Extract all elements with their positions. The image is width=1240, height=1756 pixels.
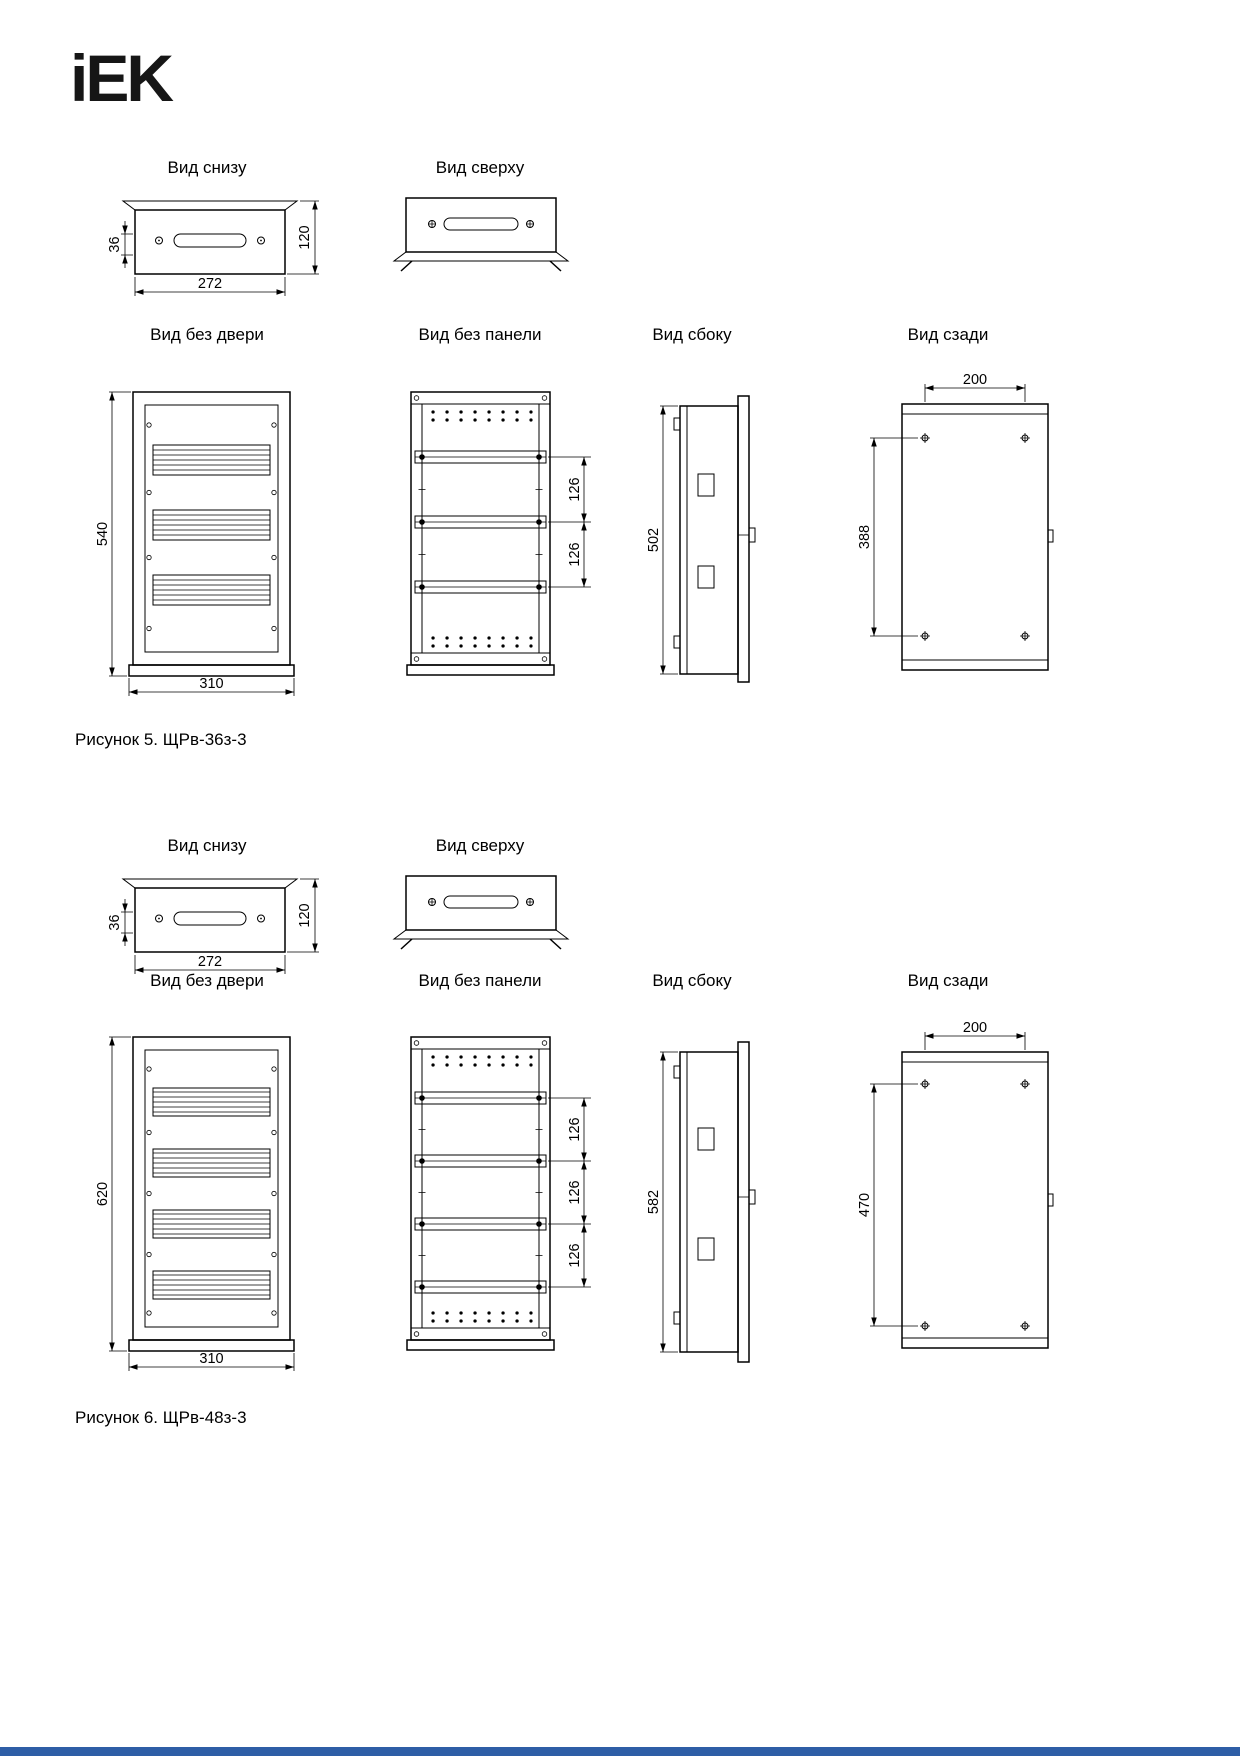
fig5-rear-view-drawing xyxy=(852,372,1057,678)
dimension-620 xyxy=(95,1037,131,1351)
dimension-200 xyxy=(925,1020,1025,1050)
dim-label-470: 470 xyxy=(857,1192,873,1218)
dimension-rail-spacing-3 xyxy=(548,1224,591,1287)
dimension-36 xyxy=(107,221,133,268)
dim-label-126-2: 126 xyxy=(567,1180,583,1205)
dim-label-126-1: 126 xyxy=(567,477,583,502)
dim-label-620: 620 xyxy=(95,1181,111,1207)
frame-outline xyxy=(407,1037,554,1350)
dim-label-126-2: 126 xyxy=(567,542,583,567)
fig5-panel-view-drawing xyxy=(395,385,605,700)
fig5-title-top-view: Вид сверху xyxy=(435,158,525,177)
perforation-holes xyxy=(433,412,531,646)
fig6-side-view-drawing xyxy=(646,1036,770,1366)
rail-brackets xyxy=(698,474,714,588)
mounting-screws xyxy=(920,433,1030,641)
dim-label-36: 36 xyxy=(107,914,123,931)
fig6-title-side-view: Вид сбоку xyxy=(652,971,732,990)
dimension-rail-spacing-2 xyxy=(548,522,591,587)
dim-label-272: 272 xyxy=(197,954,223,970)
fig5-title-bottom-view: Вид снизу xyxy=(167,158,247,177)
cabinet-bottom-outline xyxy=(123,879,297,952)
rail-brackets xyxy=(698,1128,714,1260)
mounting-lugs xyxy=(674,418,680,648)
dimension-200 xyxy=(925,372,1025,402)
fig5-title-front-view: Вид без двери xyxy=(150,325,264,344)
rear-outline xyxy=(902,1052,1048,1348)
figure-5-caption: Рисунок 5. ЩРв-36з-3 xyxy=(75,730,247,749)
fig5-title-rear-view: Вид сзади xyxy=(907,325,989,344)
dimension-540 xyxy=(95,392,131,676)
side-screw-holes xyxy=(147,1067,276,1315)
fig6-title-front-view: Вид без двери xyxy=(150,971,264,990)
dimension-388 xyxy=(857,438,918,636)
din-rails xyxy=(415,1092,546,1293)
side-screw-holes xyxy=(147,423,276,631)
dimension-502 xyxy=(646,406,678,674)
dimension-470 xyxy=(857,1084,918,1326)
footer-accent-bar xyxy=(0,1747,1240,1756)
fig5-title-side-view: Вид сбоку xyxy=(652,325,732,344)
dimension-36 xyxy=(107,899,133,946)
dim-label-200: 200 xyxy=(962,372,988,388)
cabinet-front-outline xyxy=(129,1037,294,1351)
fig5-front-view-drawing xyxy=(95,385,325,700)
dimension-272 xyxy=(135,276,285,296)
dimension-120 xyxy=(287,201,319,274)
cabinet-bottom-outline xyxy=(123,201,297,274)
rear-outline xyxy=(902,404,1048,670)
dim-label-200: 200 xyxy=(962,1020,988,1036)
iek-logo: iEK xyxy=(70,41,172,115)
fig5-bottom-view-drawing xyxy=(95,188,325,308)
mounting-cross-marks xyxy=(419,1126,543,1259)
cabinet-front-outline xyxy=(129,392,294,676)
dim-label-310: 310 xyxy=(199,676,224,692)
dim-label-582: 582 xyxy=(646,1189,662,1215)
dimension-120 xyxy=(287,879,319,952)
fig6-title-bottom-view: Вид снизу xyxy=(167,836,247,855)
fig6-title-rear-view: Вид сзади xyxy=(907,971,989,990)
fig6-bottom-view-drawing xyxy=(95,866,325,986)
dim-label-36: 36 xyxy=(107,236,123,253)
fig5-title-panel-view: Вид без панели xyxy=(418,325,542,344)
din-rail-rows xyxy=(153,1088,270,1299)
dim-label-310: 310 xyxy=(199,1351,224,1367)
dimension-rail-spacing-1 xyxy=(548,1098,591,1161)
dim-label-540: 540 xyxy=(95,521,111,547)
door-latch xyxy=(738,1190,755,1204)
dimension-rail-spacing-2 xyxy=(548,1161,591,1224)
dim-label-126-3: 126 xyxy=(567,1243,583,1268)
mounting-screws xyxy=(920,1079,1030,1331)
din-rail-rows xyxy=(153,445,270,605)
side-outline xyxy=(680,396,749,682)
door-latch xyxy=(738,528,755,542)
dimension-310 xyxy=(129,1351,294,1371)
dim-label-120: 120 xyxy=(297,903,313,928)
corner-screws xyxy=(414,1041,547,1337)
cabinet-top-outline xyxy=(394,876,568,949)
dim-label-272: 272 xyxy=(197,276,223,292)
dim-label-126-1: 126 xyxy=(567,1117,583,1142)
fig6-panel-view-drawing xyxy=(395,1030,605,1375)
frame-outline xyxy=(407,392,554,675)
dimension-582 xyxy=(646,1052,678,1352)
fig6-top-view-drawing xyxy=(388,868,573,963)
mounting-lugs xyxy=(674,1066,680,1324)
fig5-side-view-drawing xyxy=(646,390,770,685)
cabinet-top-outline xyxy=(394,198,568,271)
figure-6-caption: Рисунок 6. ЩРв-48з-3 xyxy=(75,1408,247,1427)
dimension-310 xyxy=(129,676,294,696)
fig6-front-view-drawing xyxy=(95,1030,325,1375)
dim-label-502: 502 xyxy=(646,527,662,553)
fig5-top-view-drawing xyxy=(388,190,573,285)
dimension-rail-spacing-1 xyxy=(548,457,591,522)
dim-label-120: 120 xyxy=(297,225,313,250)
fig6-title-panel-view: Вид без панели xyxy=(418,971,542,990)
fig6-rear-view-drawing xyxy=(852,1020,1057,1356)
din-rails xyxy=(415,451,546,593)
side-outline xyxy=(680,1042,749,1362)
fig6-title-top-view: Вид сверху xyxy=(435,836,525,855)
dim-label-388: 388 xyxy=(857,524,873,550)
